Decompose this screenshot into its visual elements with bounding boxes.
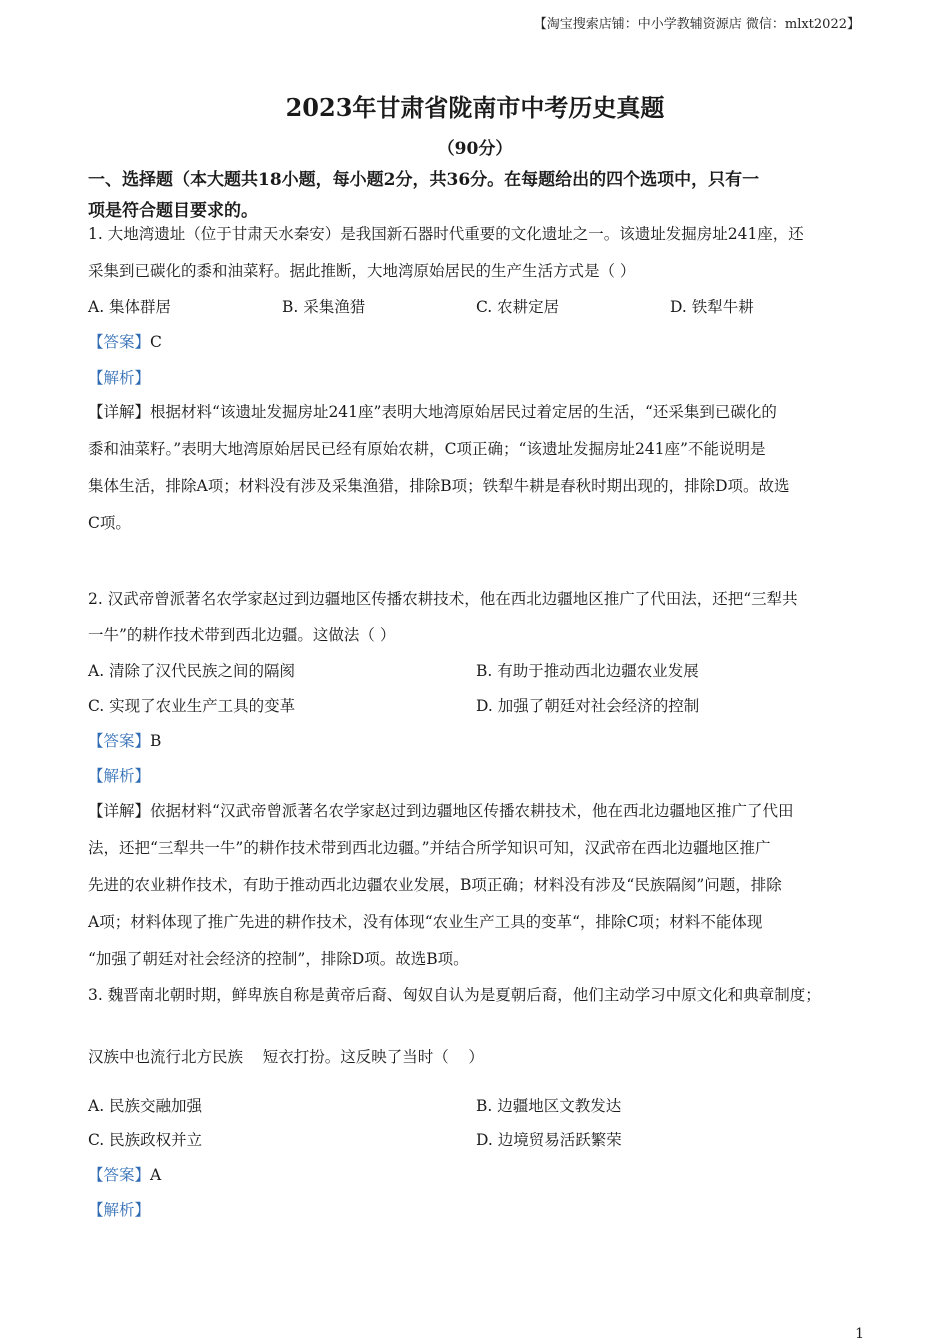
q3-option-a: A. 民族交融加强 — [88, 1097, 203, 1115]
q2-stem-line1: 2. 汉武帝曾派著名农学家赵过到边疆地区传播农耕技术，他在西北边疆地区推广了代田法，还把“三犁共 — [88, 590, 798, 608]
q2-detail-line3: 先进的农业耕作技术，有助于推动西北边疆农业发展，B项正确；材料没有涉及“民族隔阂”问题，排除 — [88, 876, 782, 894]
section-heading-line1: 一、选择题（本大题共18小题，每小题2分，共36分。在每题给出的四个选项中，只有一 — [88, 170, 760, 190]
q1-answer — [88, 332, 162, 352]
total-score: （90分） — [437, 139, 513, 159]
q1-detail-line3: 集体生活，排除A项；材料没有涉及采集渔猎，排除B项；铁犁牛耕是春秋时期出现的，排除D项。故选 — [88, 477, 790, 495]
answer-tag: 【答案】 — [88, 333, 151, 351]
q2-stem-line2: 一牛”的耕作技术带到西北边疆。这做法（ ） — [88, 626, 396, 644]
q3-analysis-tag: 【解析】 — [88, 1201, 151, 1219]
header-note: 【淘宝搜索店铺：中小学教辅资源店 微信：mlxt2022】 — [533, 17, 860, 32]
q2-option-b: B. 有助于推动西北边疆农业发展 — [476, 662, 699, 680]
q3-option-d: D. 边境贸易活跃繁荣 — [476, 1131, 622, 1149]
q1-option-d: D. 铁犁牛耕 — [670, 298, 754, 316]
q2-option-d: D. 加强了朝廷对社会经济的控制 — [476, 697, 700, 715]
q3-option-c: C. 民族政权并立 — [88, 1131, 203, 1149]
q2-detail-line2: 法，还把“三犁共一牛”的耕作技术带到西北边疆。”并结合所学知识可知，汉武帝在西北边疆地区推广 — [88, 839, 771, 857]
q3-option-b: B. 边疆地区文教发达 — [476, 1097, 622, 1115]
page-title: 2023年甘肃省陇南市中考历史真题 — [285, 93, 665, 122]
q2-detail-line4: A项；材料体现了推广先进的耕作技术，没有体现“农业生产工具的变革“，排除C项；材料不能体现 — [88, 913, 763, 931]
section-heading-line2: 项是符合题目要求的。 — [88, 201, 258, 221]
detail-tag: 【详解】 — [88, 802, 151, 820]
answer-tag: 【答案】 — [88, 732, 151, 750]
answer-tag: 【答案】 — [88, 1166, 151, 1184]
q2-answer-value: B — [150, 732, 162, 750]
q1-detail-line2: 黍和油菜籽。”表明大地湾原始居民已经有原始农耕，C项正确；“该遗址发掘房址241座”不能说明是 — [88, 440, 766, 458]
q2-analysis-tag: 【解析】 — [88, 767, 151, 785]
q1-detail-line4: C项。 — [88, 514, 131, 532]
q1-stem-line1: 1. 大地湾遗址（位于甘肃天水秦安）是我国新石器时代重要的文化遗址之一。该遗址发掘房址241座，还 — [88, 225, 804, 243]
q3-stem-line2: 汉族中也流行北方民族 短衣打扮。这反映了当时（ ） — [88, 1048, 484, 1066]
q3-stem-line1: 3. 魏晋南北朝时期，鲜卑族自称是黄帝后裔、匈奴自认为是夏朝后裔，他们主动学习中原文化和典章制度； — [88, 986, 821, 1004]
q3-answer-value: A — [150, 1166, 162, 1184]
q1-detail-line1: 【详解】根据材料“该遗址发掘房址241座”表明大地湾原始居民过着定居的生活，“还采集到已碳化的 — [88, 403, 777, 421]
q1-option-c: C. 农耕定居 — [476, 298, 560, 316]
q2-option-a: A. 清除了汉代民族之间的隔阂 — [88, 662, 296, 680]
page-number: 1 — [855, 1326, 864, 1342]
q1-analysis-tag: 【解析】 — [88, 369, 151, 387]
detail-tag: 【详解】 — [88, 403, 151, 421]
q3-answer — [88, 1165, 161, 1185]
q1-option-a: A. 集体群居 — [88, 298, 172, 316]
q1-option-b: B. 采集渔猎 — [282, 298, 366, 316]
q2-answer — [88, 731, 161, 751]
q2-detail-line1: 【详解】依据材料“汉武帝曾派著名农学家赵过到边疆地区传播农耕技术，他在西北边疆地区推广了代田 — [88, 802, 794, 820]
q2-option-c: C. 实现了农业生产工具的变革 — [88, 697, 296, 715]
q1-stem-line2: 采集到已碳化的黍和油菜籽。据此推断，大地湾原始居民的生产生活方式是（ ） — [88, 262, 636, 280]
q2-detail-line5: “加强了朝廷对社会经济的控制”，排除D项。故选B项。 — [88, 950, 469, 968]
q1-answer-value: C — [150, 333, 162, 351]
